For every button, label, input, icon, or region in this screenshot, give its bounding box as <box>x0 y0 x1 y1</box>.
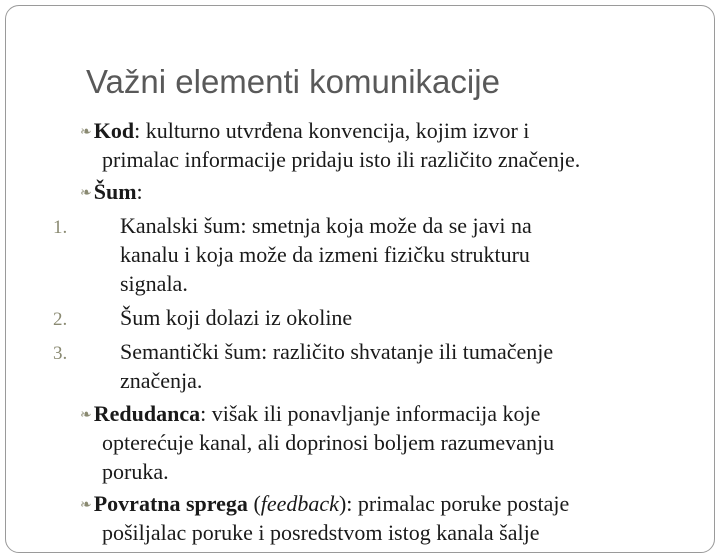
redudanca-text-1: : višak ili ponavljanje informacija koje <box>200 401 541 426</box>
item-3-line-1: Semantički šum: različito shvatanje ili tumačenje <box>120 339 554 364</box>
term-redudanca: Redudanca <box>93 401 201 426</box>
bullet-icon: ❧ <box>80 125 92 140</box>
item-3-line-2: značenja. <box>120 368 203 393</box>
bullet-kod <box>80 118 529 148</box>
term-povratna-sprega: Povratna sprega <box>93 491 248 516</box>
povratna-text-1a: ( <box>247 491 261 516</box>
povratna-text-1b: ): primalac poruke postaje <box>338 491 570 516</box>
list-number-2: 2. <box>53 309 68 330</box>
item-1-line-3: signala. <box>120 271 188 296</box>
kod-text-2: primalac informacije pridaju isto ili različito značenje. <box>102 147 581 172</box>
sum-colon: : <box>136 179 143 204</box>
slide-title: Važni elementi komunikacije <box>86 63 500 100</box>
term-kod: Kod <box>93 118 135 143</box>
kod-text-1: : kulturno utvrđena konvencija, kojim izvor i <box>134 118 530 143</box>
bullet-icon: ❧ <box>80 186 92 201</box>
list-number-3: 3. <box>53 343 68 364</box>
bullet-povratna-sprega <box>80 491 569 521</box>
bullet-sum <box>80 179 143 209</box>
item-1-line-1: Kanalski šum: smetnja koja može da se javi na <box>120 213 532 238</box>
bullet-icon: ❧ <box>80 498 92 513</box>
redudanca-text-3: poruka. <box>102 459 169 484</box>
item-1-line-2: kanalu i koja može da izmeni fizičku strukturu <box>120 242 530 267</box>
bullet-icon: ❧ <box>80 408 92 423</box>
povratna-text-2: pošiljalac poruke i posredstvom istog kanala šalje <box>102 520 540 545</box>
bullet-redudanca <box>80 401 540 431</box>
redudanca-text-2: opterećuje kanal, ali doprinosi boljem razumevanju <box>102 430 555 455</box>
feedback-italic: feedback <box>260 491 339 516</box>
list-number-1: 1. <box>53 217 68 238</box>
item-2-line-1: Šum koji dolazi iz okoline <box>120 305 353 330</box>
term-sum: Šum <box>93 179 137 204</box>
